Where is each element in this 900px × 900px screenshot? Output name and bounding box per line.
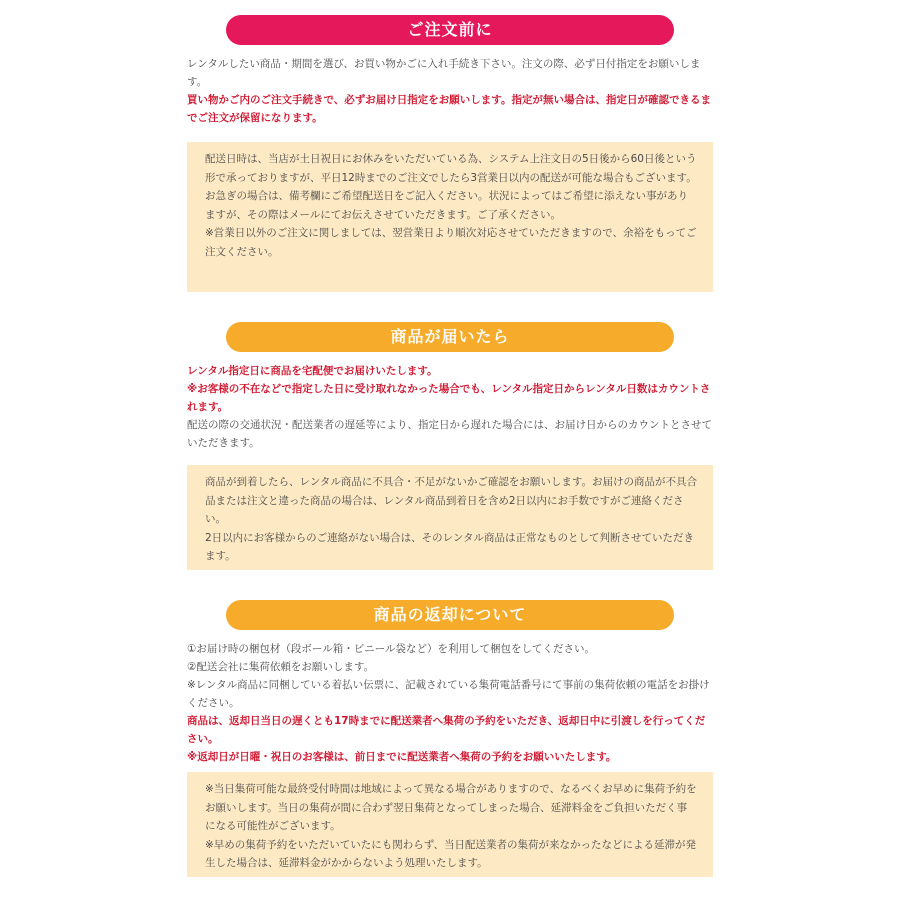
section-header-before-order: ご注文前に: [226, 15, 674, 45]
section-header-returns: 商品の返却について: [226, 600, 674, 630]
note-text: お急ぎの場合は、備考欄にご希望配送日をご記入ください。状況によってはご希望に添えない事がありますが、その際はメールにてお伝えさせていただきます。ご了承ください。: [205, 190, 688, 221]
paragraph: ※レンタル商品に同梱している着払い伝票に、記載されている集荷電話番号にて事前の集荷依頼の電話をお掛けください。: [187, 679, 710, 709]
emphasis-paragraph: ※返却日が日曜・祝日のお客様は、前日までに配送業者へ集荷の予約をお願いいたします。: [187, 751, 617, 763]
note-text: ※当日集荷可能な最終受付時間は地域によって異なる場合がありますので、なるべくお早めに集荷予約をお願いします。当日の集荷が間に合わず翌日集荷となってしまった場合、延滞料金をご負担いただく事になる可能性がございます。: [205, 783, 697, 832]
note-text: 商品が到着したら、レンタル商品に不具合・不足がないかご確認をお願いします。お届けの商品が不具合品または注文と違った商品の場合は、レンタル商品到着日を含め2日以内にお手数ですがご連絡ください。: [205, 476, 697, 525]
note-box-returns: [187, 772, 713, 877]
emphasis-paragraph: 買い物かご内のご注文手続きで、必ずお届け日指定をお願いします。指定が無い場合は、指定日が確認できるまでご注文が保留になります。: [187, 94, 711, 124]
emphasis-paragraph: レンタル指定日に商品を宅配便でお届けいたします。: [187, 365, 438, 377]
section-body-on-arrival: [187, 362, 715, 452]
note-text: 2日以内にお客様からのご連絡がない場合は、そのレンタル商品は正常なものとして判断させていただきます。: [205, 531, 694, 562]
paragraph: レンタルしたい商品・期間を選び、お買い物かごに入れ手続き下さい。注文の際、必ず日付指定をお願いします。: [187, 58, 701, 88]
note-box-on-arrival: [187, 465, 713, 570]
section-body-returns: [187, 640, 715, 766]
note-text: ※早めの集荷予約をいただいていたにも関わらず、当日配送業者の集荷が来なかったなどによる延滞が発生した場合は、延滞料金がかからないよう処理いたします。: [205, 838, 696, 869]
paragraph: ①お届け時の梱包材（段ボール箱・ビニール袋など）を利用して梱包をしてください。: [187, 643, 595, 655]
section-body-before-order: [187, 55, 715, 127]
emphasis-paragraph: ※お客様の不在などで指定した日に受け取れなかった場合でも、レンタル指定日からレンタル日数はカウントされます。: [187, 383, 711, 413]
section-header-on-arrival: 商品が届いたら: [226, 322, 674, 352]
paragraph: 配送の際の交通状況・配送業者の遅延等により、指定日から遅れた場合には、お届け日からのカウントとさせていただきます。: [187, 419, 712, 449]
note-box-before-order: [187, 142, 713, 292]
emphasis-paragraph: 商品は、返却日当日の遅くとも17時までに配送業者へ集荷の予約をいただき、返却日中に引渡しを行ってください。: [187, 715, 706, 745]
note-text: ※営業日以外のご注文に関しましては、翌営業日より順次対応させていただきますので、余裕をもってご注文ください。: [205, 227, 697, 258]
paragraph: ②配送会社に集荷依頼をお願いします。: [187, 661, 375, 673]
note-text: 配送日時は、当店が土日祝日にお休みをいただいている為、システム上注文日の5日後から60日後という形で承っておりますが、平日12時までのご注文でしたら3営業日以内の配送が可能な場合もございます。: [205, 153, 697, 184]
